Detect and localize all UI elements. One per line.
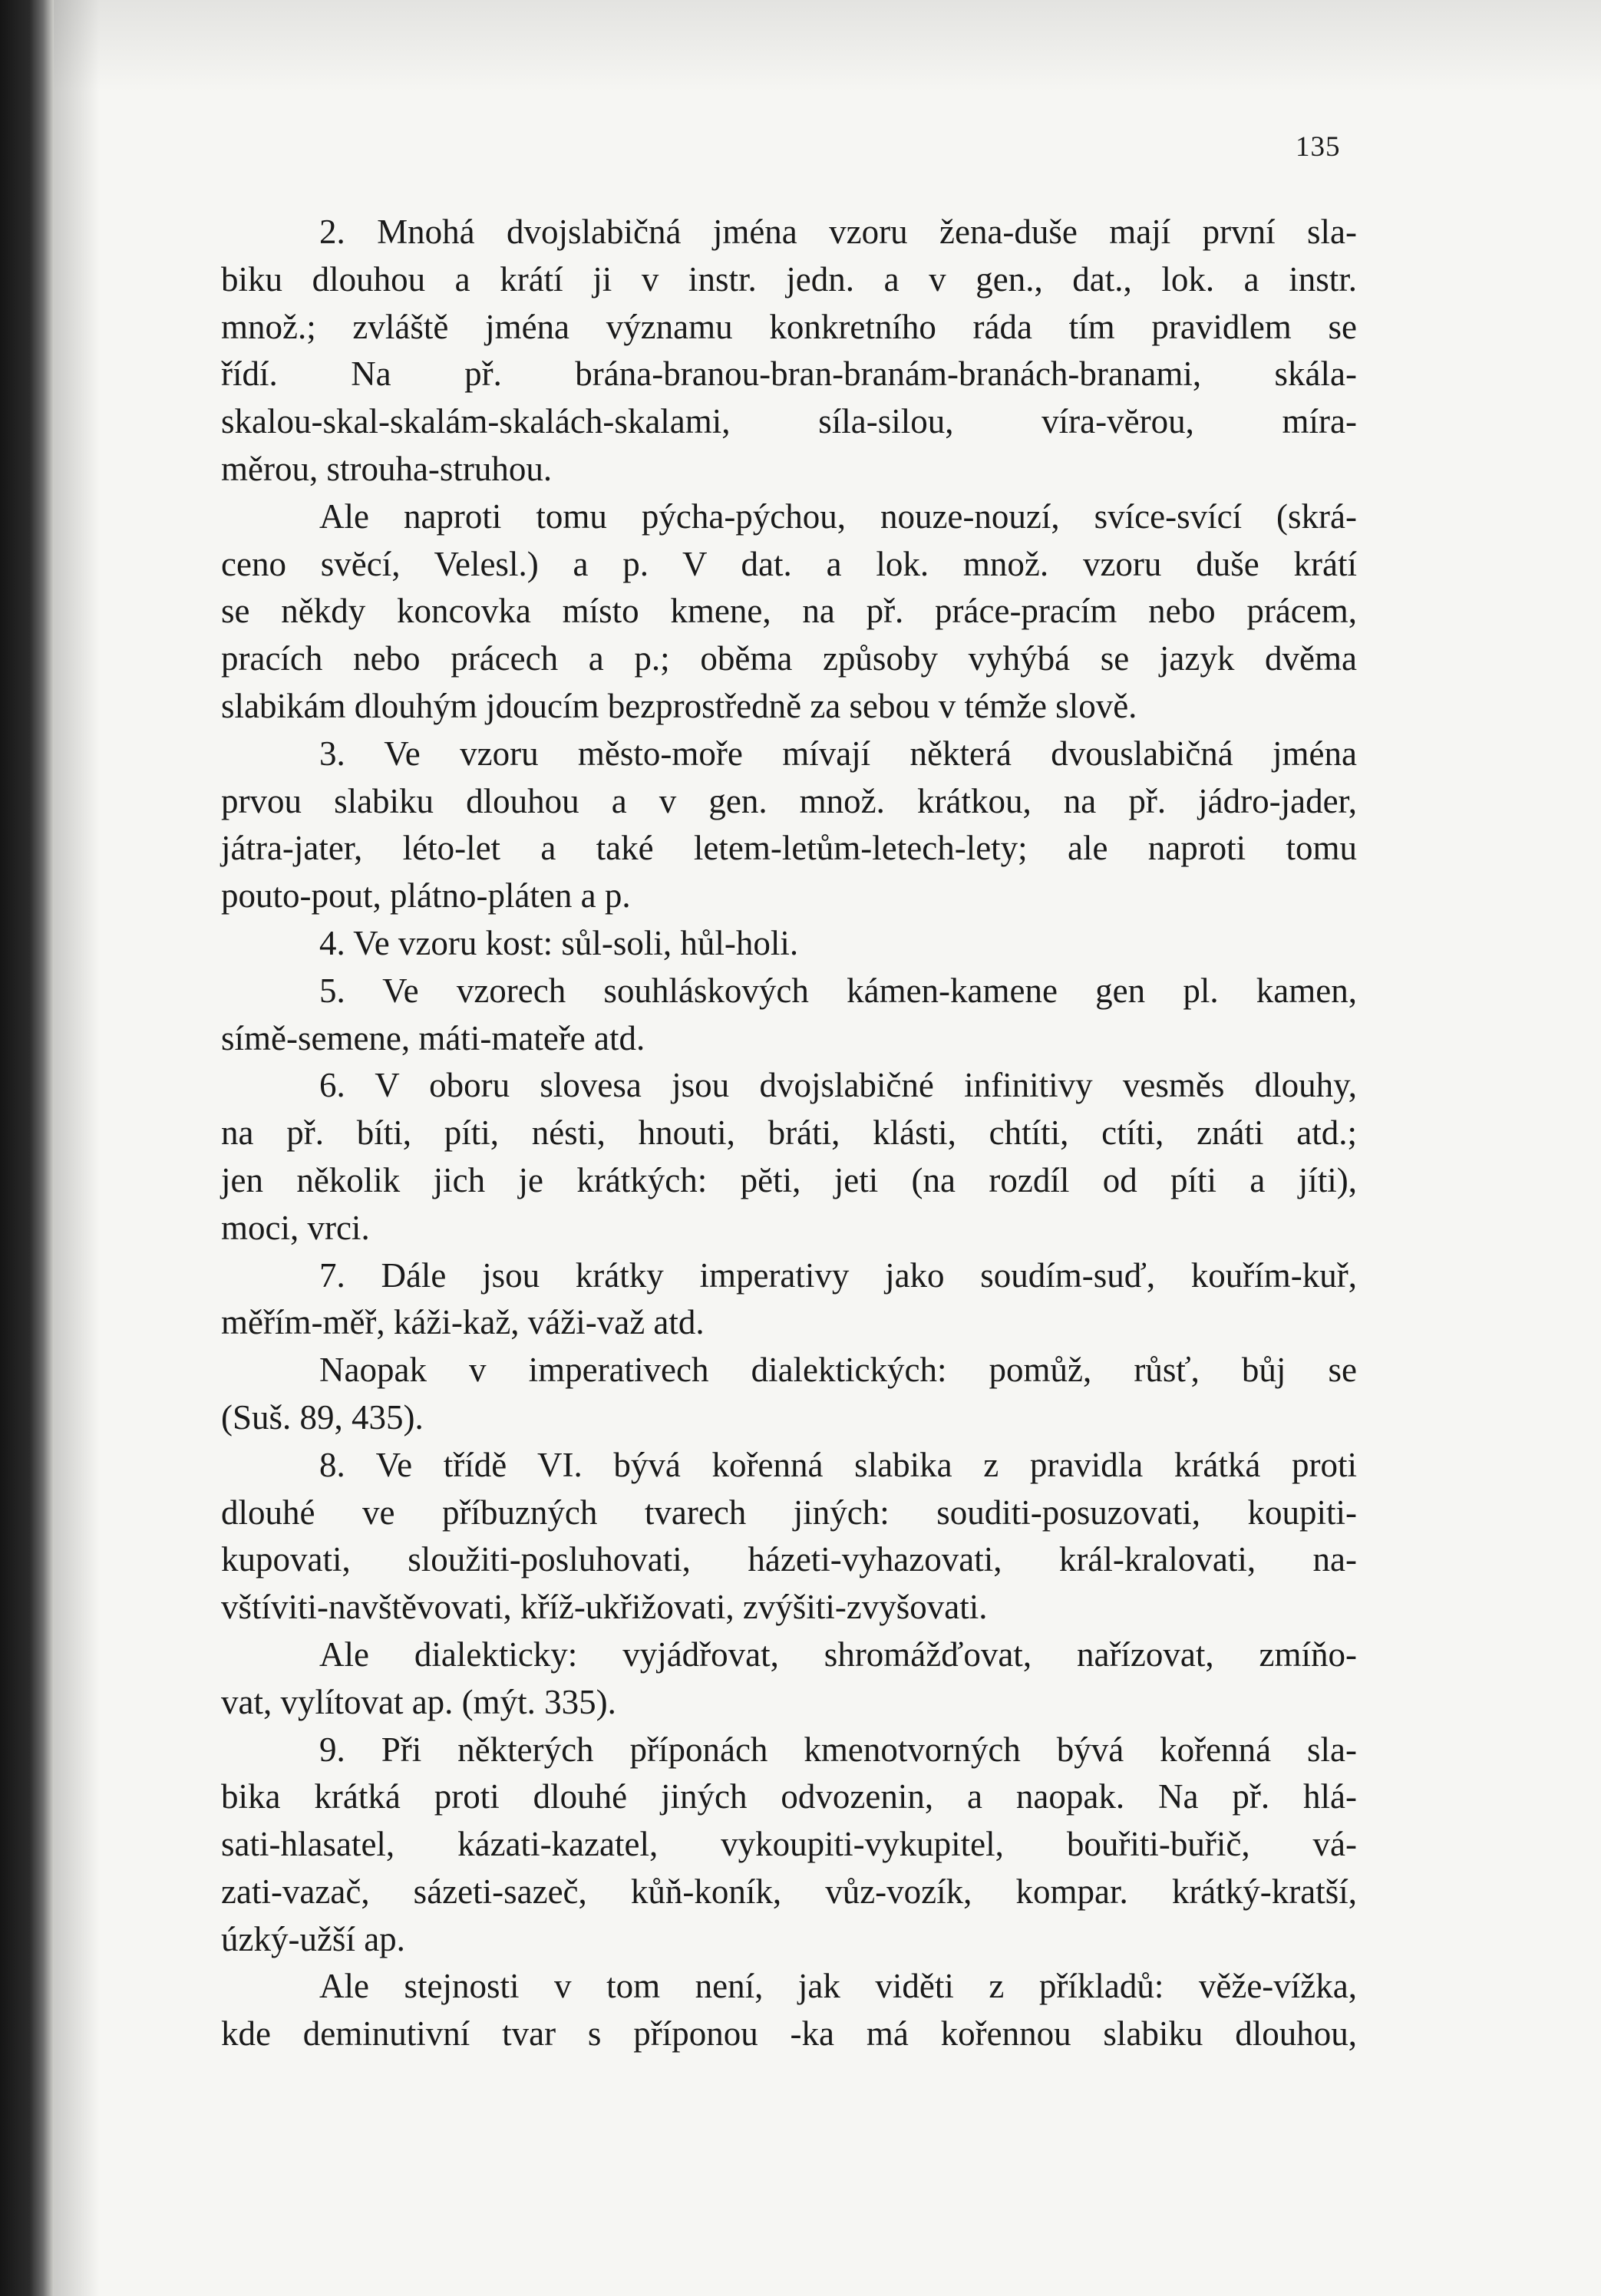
text-line: 2. Mnohá dvojslabičná jména vzoru žena-duše mají první sla- bbox=[319, 213, 1357, 251]
text-line: měřím-měř, káži-kaž, váži-važ atd. bbox=[221, 1303, 705, 1342]
text-line: pouto-pout, plátno-pláten a p. bbox=[221, 876, 631, 915]
text-line: (Suš. 89, 435). bbox=[221, 1397, 424, 1437]
text-line: 7. Dále jsou krátky imperativy jako soudím-suď, kouřím-kuř, bbox=[319, 1255, 1357, 1295]
text-line: Ale stejnosti v tom není, jak viděti z příkladů: věže-vížka, bbox=[319, 1967, 1357, 2006]
text-line: bika krátká proti dlouhé jiných odvozenin, a naopak. Na př. hlá- bbox=[221, 1777, 1357, 1816]
text-line: ceno svĕcí, Velesl.) a p. V dat. a lok. množ. vzoru duše krátí bbox=[221, 544, 1357, 583]
text-line: Ale naproti tomu pýcha-pýchou, nouze-nouzí, svíce-svící (skrá- bbox=[319, 496, 1357, 536]
text-line: prvou slabiku dlouhou a v gen. množ. krátkou, na př. jádro-jader, bbox=[221, 781, 1357, 820]
text-line: měrou, strouha-struhou. bbox=[221, 449, 553, 488]
body-text bbox=[221, 209, 1357, 2058]
text-line: řídí. Na př. brána-branou-bran-branám-branách-branami, skála- bbox=[221, 355, 1357, 394]
top-page-shading bbox=[54, 0, 1601, 92]
text-line: pracích nebo prácech a p.; oběma způsoby vyhýbá se jazyk dvěma bbox=[221, 639, 1357, 678]
text-line: na př. bíti, píti, nésti, hnouti, bráti, klásti, chtíti, ctíti, znáti atd.; bbox=[221, 1113, 1357, 1153]
text-line: Naopak v imperativech dialektických: pomůž, růsť, bůj se bbox=[319, 1351, 1357, 1390]
gutter-shadow bbox=[54, 0, 100, 2296]
text-line: símě-semene, máti-mateře atd. bbox=[221, 1018, 645, 1057]
text-line: moci, vrci. bbox=[221, 1208, 370, 1247]
text-line: sati-hlasatel, kázati-kazatel, vykoupiti-vykupitel, bouřiti-buřič, vá- bbox=[221, 1825, 1357, 1864]
text-line: množ.; zvláště jména významu konkretního ráda tím pravidlem se bbox=[221, 307, 1357, 346]
text-line: kupovati, sloužiti-posluhovati, házeti-vyhazovati, král-kralovati, na- bbox=[221, 1540, 1357, 1579]
text-line: kde deminutivní tvar s příponou -ka má kořennou slabiku dlouhou, bbox=[221, 2014, 1357, 2054]
text-line: vštíviti-navštěvovati, kříž-ukřižovati, zvýšiti-zvyšovati. bbox=[221, 1588, 988, 1627]
text-line: slabikám dlouhým jdoucím bezprostředně za sebou v témže slově. bbox=[221, 686, 1137, 725]
page-number: 135 bbox=[1296, 131, 1341, 163]
text-line: 5. Ve vzorech souhláskových kámen-kamene gen pl. kamen, bbox=[319, 971, 1357, 1010]
text-line: jen několik jich je krátkých: pĕti, jeti (na rozdíl od píti a jíti), bbox=[221, 1160, 1357, 1199]
book-binding-edge bbox=[0, 0, 54, 2296]
text-line: játra-jater, léto-let a také letem-letům-letech-lety; ale naproti tomu bbox=[221, 829, 1357, 868]
text-line: 9. Při některých příponách kmenotvorných bývá kořenná sla- bbox=[319, 1730, 1357, 1769]
text-line: 8. Ve třídě VI. bývá kořenná slabika z pravidla krátká proti bbox=[319, 1445, 1357, 1484]
text-line: 3. Ve vzoru město-moře mívají některá dvouslabičná jména bbox=[319, 734, 1357, 773]
text-line: dlouhé ve příbuzných tvarech jiných: souditi-posuzovati, koupiti- bbox=[221, 1493, 1357, 1532]
text-line: zati-vazač, sázeti-sazeč, kůň-koník, vůz-vozík, kompar. krátký-kratší, bbox=[221, 1872, 1357, 1911]
text-line: úzký-užší ap. bbox=[221, 1919, 405, 1958]
text-line: se někdy koncovka místo kmene, na př. práce-pracím nebo prácem, bbox=[221, 592, 1357, 631]
text-line: skalou-skal-skalám-skalách-skalami, síla-silou, víra-vĕrou, míra- bbox=[221, 402, 1357, 441]
text-line: Ale dialekticky: vyjádřovat, shromážďovat, nařízovat, zmíňo- bbox=[319, 1635, 1357, 1674]
text-line: vat, vylítovat ap. (mýt. 335). bbox=[221, 1682, 616, 1721]
text-line: 4. Ve vzoru kost: sůl-soli, hůl-holi. bbox=[319, 923, 799, 962]
text-line: biku dlouhou a krátí ji v instr. jedn. a v gen., dat., lok. a instr. bbox=[221, 259, 1357, 299]
text-line: 6. V oboru slovesa jsou dvojslabičné infinitivy vesměs dlouhy, bbox=[319, 1066, 1357, 1105]
